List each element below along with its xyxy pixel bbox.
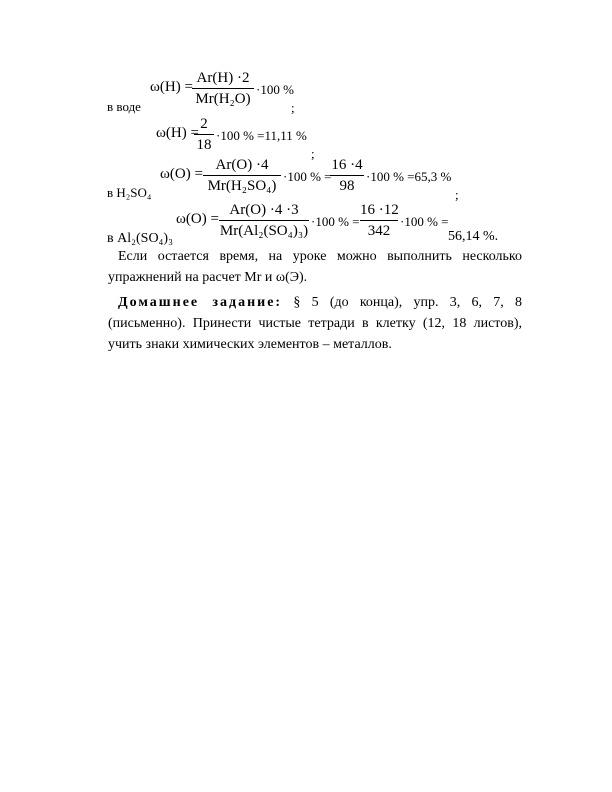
label-h2so4: в H₂SO₄ bbox=[107, 185, 152, 200]
eq2-rhs: ·100 % =11,11 % bbox=[216, 128, 307, 143]
eq4-result: 56,14 %. bbox=[448, 229, 499, 244]
eq1-numerator: Ar(H) ·2 bbox=[196, 70, 250, 86]
eq3-end: ; bbox=[455, 187, 459, 202]
eq1-fraction bbox=[192, 71, 254, 107]
homework-text: § 5 (до конца), упр. 3, 6, 7, 8 (письменно). Принести чистые тетради в клетку (12, 18 листов), учить знаки химических элементов – металлов. bbox=[108, 295, 522, 352]
eq4-lhs: ω(O) = bbox=[176, 211, 219, 227]
homework-heading: Домашнее задание: bbox=[118, 295, 283, 310]
label-water: в воде bbox=[107, 99, 141, 114]
eq1-denominator: Mr(H₂O) bbox=[195, 91, 251, 107]
eq2-end: ; bbox=[311, 146, 315, 161]
eq4-denominator-2: 342 bbox=[367, 223, 391, 239]
eq4-denominator: Mr(Al₂(SO₄)₃) bbox=[219, 223, 309, 239]
eq4-mid: ·100 % = bbox=[311, 214, 360, 229]
eq3-denominator: Mr(H₂SO₄) bbox=[207, 178, 277, 194]
eq3-fraction bbox=[203, 158, 281, 194]
eq4-fraction bbox=[219, 203, 309, 239]
eq4-numerator-2: 16 ·12 bbox=[360, 202, 399, 218]
eq2-lhs: ω(H) = bbox=[156, 125, 199, 141]
eq3-rhs: ·100 % =65,3 % bbox=[366, 169, 452, 184]
eq1-lhs: ω(H) = bbox=[150, 79, 193, 95]
eq3-lhs: ω(O) = bbox=[160, 166, 203, 182]
eq1-end: ; bbox=[291, 100, 295, 115]
eq3-mid: ·100 % = bbox=[283, 169, 332, 184]
label-al2so43: в Al₂(SO₄)₃ bbox=[107, 231, 173, 246]
extra-exercises-paragraph: Если остается время, на уроке можно выполнить несколько упражнений на расчет Mr и ω(Э). bbox=[108, 249, 522, 285]
eq3-fraction-2 bbox=[330, 158, 364, 194]
eq2-fraction bbox=[194, 117, 214, 153]
eq4-rhs: ·100 % = bbox=[400, 214, 449, 229]
eq2-numerator: 2 bbox=[200, 116, 208, 132]
eq1-rhs: ·100 % bbox=[256, 82, 294, 97]
eq3-numerator-2: 16 ·4 bbox=[331, 157, 363, 173]
eq3-numerator: Ar(O) ·4 bbox=[215, 157, 269, 173]
homework-paragraph bbox=[108, 292, 522, 355]
eq4-numerator: Ar(O) ·4 ·3 bbox=[229, 202, 299, 218]
eq2-denominator: 18 bbox=[196, 137, 212, 153]
eq3-denominator-2: 98 bbox=[339, 178, 355, 194]
eq4-fraction-2 bbox=[360, 203, 398, 239]
